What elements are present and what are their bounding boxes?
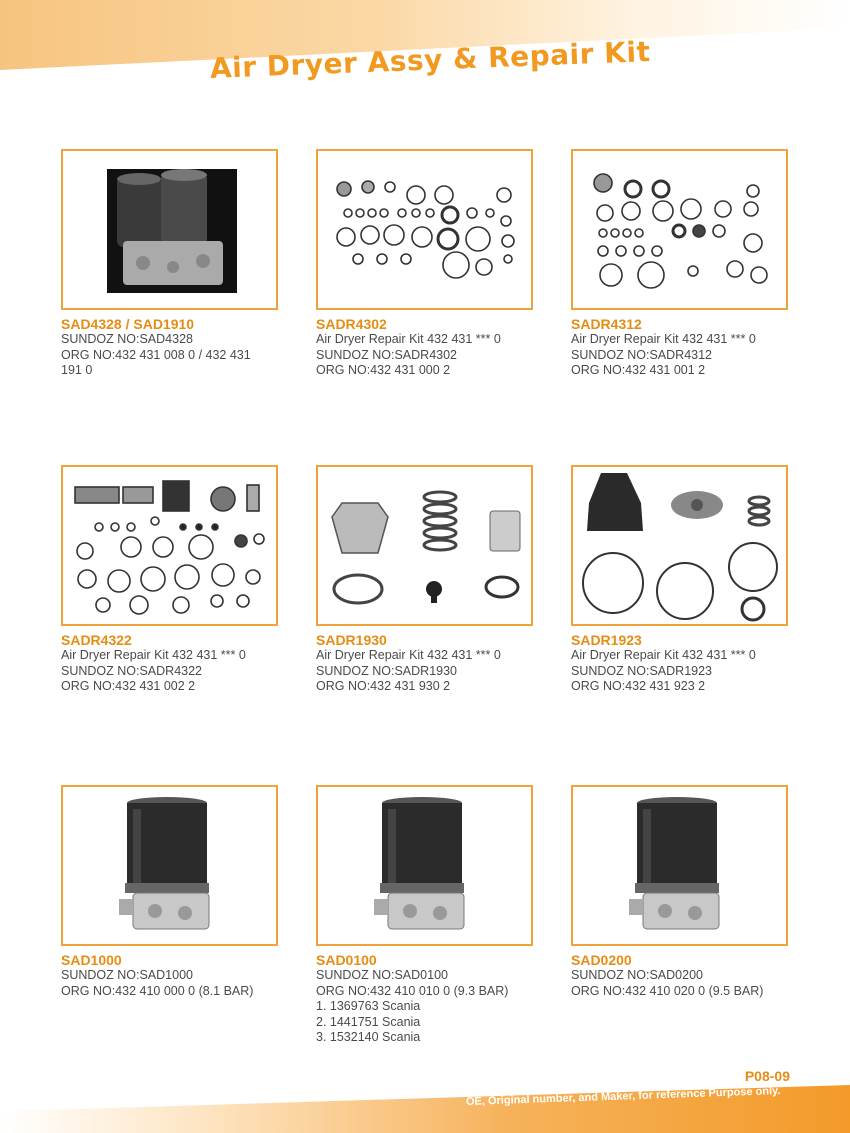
product-card	[61, 785, 291, 999]
page-number: P08-09	[744, 1068, 790, 1084]
product-detail: ORG NO:432 431 008 0 / 432 431	[61, 347, 251, 362]
product-image-frame	[571, 149, 788, 310]
product-detail: SUNDOZ NO:SADR4322	[61, 663, 203, 678]
product-code: SAD0200	[571, 952, 632, 968]
product-card	[571, 465, 801, 695]
product-detail: 1. 1369763 Scania	[316, 999, 421, 1013]
product-detail: ORG NO:432 431 002 2	[61, 679, 196, 693]
repair-kit-image	[573, 151, 786, 308]
product-card	[316, 785, 546, 1046]
product-detail: SUNDOZ NO:SADR4302	[316, 347, 458, 362]
product-detail: 2. 1441751 Scania	[316, 1014, 421, 1029]
product-detail: Air Dryer Repair Kit 432 431 *** 0	[571, 648, 756, 662]
product-detail: 191 0	[61, 363, 93, 377]
page-title: Air Dryer Assy & Repair Kit	[209, 35, 651, 85]
product-detail: ORG NO:432 431 001 2	[571, 363, 706, 377]
repair-kit-image	[63, 467, 276, 624]
product-code: SAD1000	[61, 952, 122, 968]
product-detail: SUNDOZ NO:SADR1923	[571, 663, 713, 678]
product-detail: Air Dryer Repair Kit 432 431 *** 0	[316, 332, 501, 346]
product-card	[571, 149, 801, 379]
product-detail: SUNDOZ NO:SADR1930	[316, 663, 458, 678]
product-image-frame	[316, 785, 533, 946]
product-image-frame	[61, 465, 278, 626]
product-detail: Air Dryer Repair Kit 432 431 *** 0	[316, 648, 501, 662]
product-code: SAD0100	[316, 952, 377, 968]
product-code: SADR1923	[571, 632, 642, 648]
product-image-frame	[316, 149, 533, 310]
product-detail: ORG NO:432 410 010 0 (9.3 BAR)	[316, 983, 509, 998]
product-detail: Air Dryer Repair Kit 432 431 *** 0	[571, 332, 756, 346]
product-detail: ORG NO:432 410 020 0 (9.5 BAR)	[571, 983, 764, 998]
product-detail: SUNDOZ NO:SAD0100	[316, 968, 448, 982]
product-detail: SUNDOZ NO:SAD0200	[571, 968, 703, 982]
product-detail: SUNDOZ NO:SAD4328	[61, 332, 193, 346]
product-detail: ORG NO:432 431 930 2	[316, 679, 451, 693]
product-detail: ORG NO:432 431 000 2	[316, 363, 451, 377]
product-code: SAD4328 / SAD1910	[61, 316, 195, 332]
product-card	[61, 465, 291, 695]
product-detail: ORG NO:432 410 000 0 (8.1 BAR)	[61, 983, 254, 998]
product-image-frame	[61, 785, 278, 946]
repair-kit-image	[318, 151, 531, 308]
product-image-frame	[571, 465, 788, 626]
product-detail: Air Dryer Repair Kit 432 431 *** 0	[61, 648, 246, 662]
product-card	[316, 149, 546, 379]
product-code: SADR4302	[316, 316, 387, 332]
repair-kit-image	[318, 467, 531, 624]
product-code: SADR4312	[571, 316, 642, 332]
product-card	[316, 465, 546, 695]
product-detail: SUNDOZ NO:SADR4312	[571, 347, 713, 362]
product-card	[61, 149, 291, 379]
product-code: SADR1930	[316, 632, 387, 648]
twin-air-dryer-image	[63, 151, 276, 308]
product-image-frame	[316, 465, 533, 626]
air-dryer-image	[573, 787, 786, 944]
product-detail: 3. 1532140 Scania	[316, 1030, 421, 1044]
air-dryer-image	[318, 787, 531, 944]
footer-note: OE, Original number, and Maker, for reference Purpose only.	[465, 1085, 781, 1108]
air-dryer-image	[63, 787, 276, 944]
product-code: SADR4322	[61, 632, 132, 648]
product-detail: ORG NO:432 431 923 2	[571, 679, 706, 693]
product-card	[571, 785, 801, 999]
product-detail: SUNDOZ NO:SAD1000	[61, 968, 193, 982]
product-image-frame	[571, 785, 788, 946]
repair-kit-image	[573, 467, 786, 624]
product-image-frame	[61, 149, 278, 310]
